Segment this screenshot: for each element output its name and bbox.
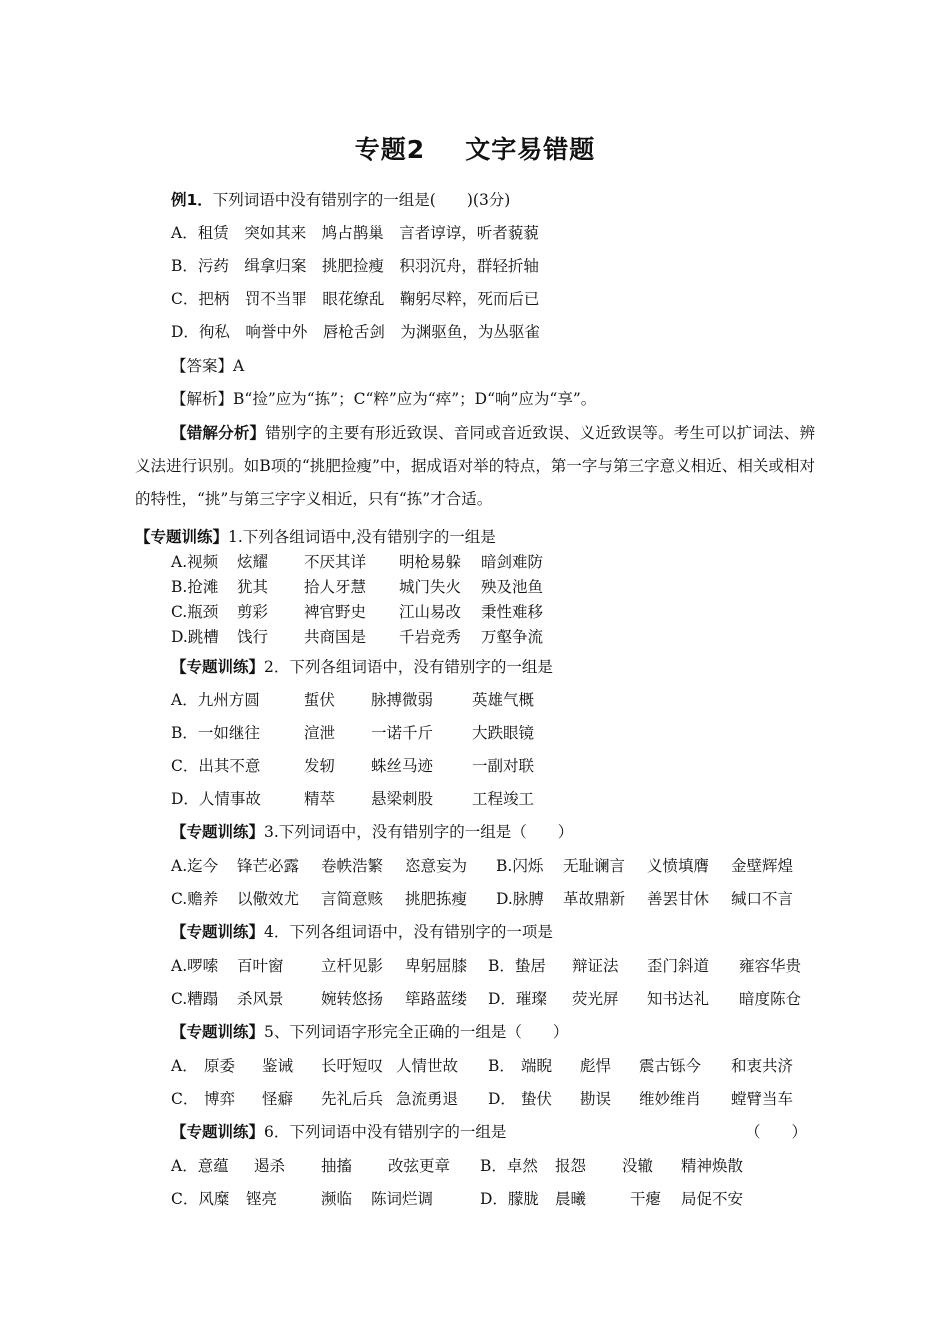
word-cell: 发轫 <box>304 757 336 775</box>
example-option-b: B．污药 缉拿归案 挑肥捡瘦 积羽沉舟，群轻折轴 <box>171 257 539 275</box>
training-2-label: 【专题训练】 <box>171 658 265 676</box>
option-cell: D．朦胧 <box>480 1190 539 1208</box>
word-cell: 人情世故 <box>396 1057 459 1075</box>
word-cell: 城门失火 <box>399 578 462 596</box>
training-1-question <box>135 527 496 547</box>
word-cell: 陈词烂调 <box>371 1190 434 1208</box>
word-cell: 辩证法 <box>572 957 619 975</box>
option-cell: B.抢滩 <box>171 578 219 596</box>
training-1-question-text: 1.下列各组词语中,没有错别字的一组是 <box>228 528 496 546</box>
page-title <box>0 130 950 166</box>
training-2-question-text: 2．下列各组词语中，没有错别字的一组是 <box>264 658 553 676</box>
word-cell: 善罢甘休 <box>647 890 710 908</box>
option-cell: C.赡养 <box>171 890 219 908</box>
word-cell: 晨曦 <box>555 1190 587 1208</box>
word-cell: 殃及池鱼 <box>481 578 544 596</box>
word-cell: 鉴诫 <box>262 1057 294 1075</box>
word-cell: 干瘪 <box>630 1190 662 1208</box>
title-part2: 文字易错题 <box>465 135 596 164</box>
option-cell: D． <box>488 1090 516 1108</box>
word-cell: 锋芒必露 <box>237 857 300 875</box>
training-4-label: 【专题训练】 <box>171 923 265 941</box>
word-cell: 卑躬屈膝 <box>405 957 468 975</box>
option-cell: C． <box>171 1090 199 1108</box>
example-label: 例1． <box>171 191 213 209</box>
word-cell: 杀风景 <box>237 990 284 1008</box>
example-option-d: D．徇私 响誉中外 唇枪舌剑 为渊驱鱼，为丛驱雀 <box>171 323 540 341</box>
word-cell: 蜇伏 <box>304 691 336 709</box>
word-cell: 以儆效尤 <box>237 890 300 908</box>
word-cell: 勘误 <box>580 1090 612 1108</box>
option-cell: B．卓然 <box>480 1157 538 1175</box>
option-cell: B．蛰居 <box>488 957 546 975</box>
word-cell: 端睨 <box>521 1057 553 1075</box>
option-cell: A.啰嗦 <box>171 957 219 975</box>
word-cell: 缄口不言 <box>731 890 794 908</box>
word-cell: 英雄气概 <box>472 691 535 709</box>
option-cell: B.闪烁 <box>496 857 544 875</box>
option-cell: A.迄今 <box>171 857 219 875</box>
example-option-a: A．租赁 突如其来 鸠占鹊巢 言者谆谆，听者藐藐 <box>171 224 539 242</box>
training-2-question <box>171 657 553 677</box>
word-cell: 拾人牙慧 <box>304 578 367 596</box>
word-cell: 怪癖 <box>262 1090 294 1108</box>
word-cell: 明枪易躲 <box>399 553 462 571</box>
training-5-question-text: 5、下列词语字形完全正确的一组是（ ） <box>264 1023 569 1041</box>
option-cell: A． <box>171 1057 198 1075</box>
word-cell: 没辙 <box>622 1157 654 1175</box>
error-analysis-label: 【错解分析】 <box>171 424 266 442</box>
word-cell: 螳臂当车 <box>731 1090 794 1108</box>
training-6-label: 【专题训练】 <box>171 1123 265 1141</box>
option-cell: B． <box>488 1057 515 1075</box>
option-cell: D.跳槽 <box>171 628 219 646</box>
word-cell: 革故鼎新 <box>563 890 626 908</box>
word-cell: 雍容华贵 <box>739 957 802 975</box>
word-cell: 原委 <box>204 1057 236 1075</box>
word-cell: 剪彩 <box>237 603 269 621</box>
word-cell: 万壑争流 <box>481 628 544 646</box>
training-3-question <box>171 822 573 842</box>
error-analysis-text: 错别字的主要有形近致误、音同或音近致误、义近致误等。考生可以扩词法、辨义法进行识别。如B项的“挑肥捡瘦”中，据成语对举的特点，第一字与第三字意义相近、相关或相对的特性，“挑”与第三字字义相近，只有“拣”才合适。 <box>135 424 815 508</box>
word-cell: 长吁短叹 <box>321 1057 384 1075</box>
word-cell: 不厌其详 <box>304 553 367 571</box>
option-cell: D．人情事故 <box>171 790 261 808</box>
example-question <box>171 190 510 210</box>
word-cell: 暗剑难防 <box>481 553 544 571</box>
option-cell: C.瓶颈 <box>171 603 219 621</box>
word-cell: 炫耀 <box>237 553 269 571</box>
word-cell: 共商国是 <box>304 628 367 646</box>
training-4-question-text: 4．下列各组词语中，没有错别字的一项是 <box>264 923 553 941</box>
word-cell: 义愤填膺 <box>647 857 710 875</box>
word-cell: 一副对联 <box>472 757 535 775</box>
example-option-c: C．把柄 罚不当罪 眼花缭乱 鞠躬尽粹，死而后已 <box>171 290 540 308</box>
word-cell: 金壁辉煌 <box>731 857 794 875</box>
word-cell: 精萃 <box>304 790 336 808</box>
word-cell: 江山易改 <box>399 603 462 621</box>
option-cell: A.视频 <box>171 553 219 571</box>
word-cell: 抽搐 <box>321 1157 353 1175</box>
word-cell: 一诺千斤 <box>371 724 434 742</box>
word-cell: 遏杀 <box>254 1157 286 1175</box>
example-question-text: 下列词语中没有错别字的一组是( )(3分) <box>212 191 511 209</box>
example-answer: 【答案】A <box>171 357 245 375</box>
word-cell: 悬梁刺股 <box>371 790 434 808</box>
word-cell: 犹其 <box>237 578 269 596</box>
word-cell: 千岩竞秀 <box>399 628 462 646</box>
word-cell: 挑肥拣瘦 <box>405 890 468 908</box>
word-cell: 震古铄今 <box>639 1057 702 1075</box>
word-cell: 知书达礼 <box>647 990 710 1008</box>
option-cell: C．风糜 <box>171 1190 230 1208</box>
word-cell: 言简意赅 <box>321 890 384 908</box>
word-cell: 裨官野史 <box>304 603 367 621</box>
training-3-label: 【专题训练】 <box>171 823 265 841</box>
word-cell: 急流勇退 <box>396 1090 459 1108</box>
word-cell: 立杆见影 <box>321 957 384 975</box>
word-cell: 婉转悠扬 <box>321 990 384 1008</box>
word-cell: 筚路蓝缕 <box>405 990 468 1008</box>
word-cell: 渲泄 <box>304 724 336 742</box>
option-cell: A．意蕴 <box>171 1157 229 1175</box>
word-cell: 饯行 <box>237 628 269 646</box>
option-cell: C．出其不意 <box>171 757 261 775</box>
word-cell: 无耻谰言 <box>563 857 626 875</box>
training-1-label: 【专题训练】 <box>135 528 229 546</box>
error-analysis <box>135 417 815 516</box>
title-part1: 专题2 <box>354 135 426 164</box>
word-cell: 和衷共济 <box>731 1057 794 1075</box>
word-cell: 百叶窗 <box>237 957 284 975</box>
word-cell: 博弈 <box>204 1090 236 1108</box>
option-cell: B．一如继往 <box>171 724 260 742</box>
training-6-question-text: 6．下列词语中没有错别字的一组是 <box>264 1123 507 1141</box>
word-cell: 彪悍 <box>580 1057 612 1075</box>
word-cell: 维妙维肖 <box>639 1090 702 1108</box>
option-cell: A．九州方圆 <box>171 691 260 709</box>
word-cell: 大跌眼镜 <box>472 724 535 742</box>
training-5-question <box>171 1022 568 1042</box>
word-cell: 工程竣工 <box>472 790 535 808</box>
word-cell: 精神焕散 <box>681 1157 744 1175</box>
word-cell: 卷帙浩繁 <box>321 857 384 875</box>
word-cell: 铿亮 <box>246 1190 278 1208</box>
example-analysis: 【解析】B“捡”应为“拣”；C“粹”应为“瘁”；D“响”应为“享”。 <box>171 390 597 408</box>
word-cell: 改弦更章 <box>388 1157 451 1175</box>
word-cell: 歪门斜道 <box>647 957 710 975</box>
option-cell: D．璀璨 <box>488 990 547 1008</box>
option-cell: D.脉膊 <box>496 890 544 908</box>
word-cell: 蛛丝马迹 <box>371 757 434 775</box>
training-6-question <box>171 1122 506 1142</box>
word-cell: 濒临 <box>321 1190 353 1208</box>
word-cell: 恣意妄为 <box>405 857 468 875</box>
word-cell: 局促不安 <box>681 1190 744 1208</box>
word-cell: 秉性难移 <box>481 603 544 621</box>
word-cell: 暗度陈仓 <box>739 990 802 1008</box>
word-cell: 脉搏微弱 <box>371 691 434 709</box>
word-cell: 蛰伏 <box>521 1090 553 1108</box>
word-cell: 荧光屏 <box>572 990 619 1008</box>
word-cell: 报怨 <box>555 1157 587 1175</box>
training-4-question <box>171 922 553 942</box>
training-6-answer-bracket: （ ） <box>745 1123 808 1141</box>
option-cell: C.糟蹋 <box>171 990 219 1008</box>
word-cell: 先礼后兵 <box>321 1090 384 1108</box>
training-5-label: 【专题训练】 <box>171 1023 265 1041</box>
training-3-question-text: 3.下列词语中，没有错别字的一组是（ ） <box>264 823 574 841</box>
